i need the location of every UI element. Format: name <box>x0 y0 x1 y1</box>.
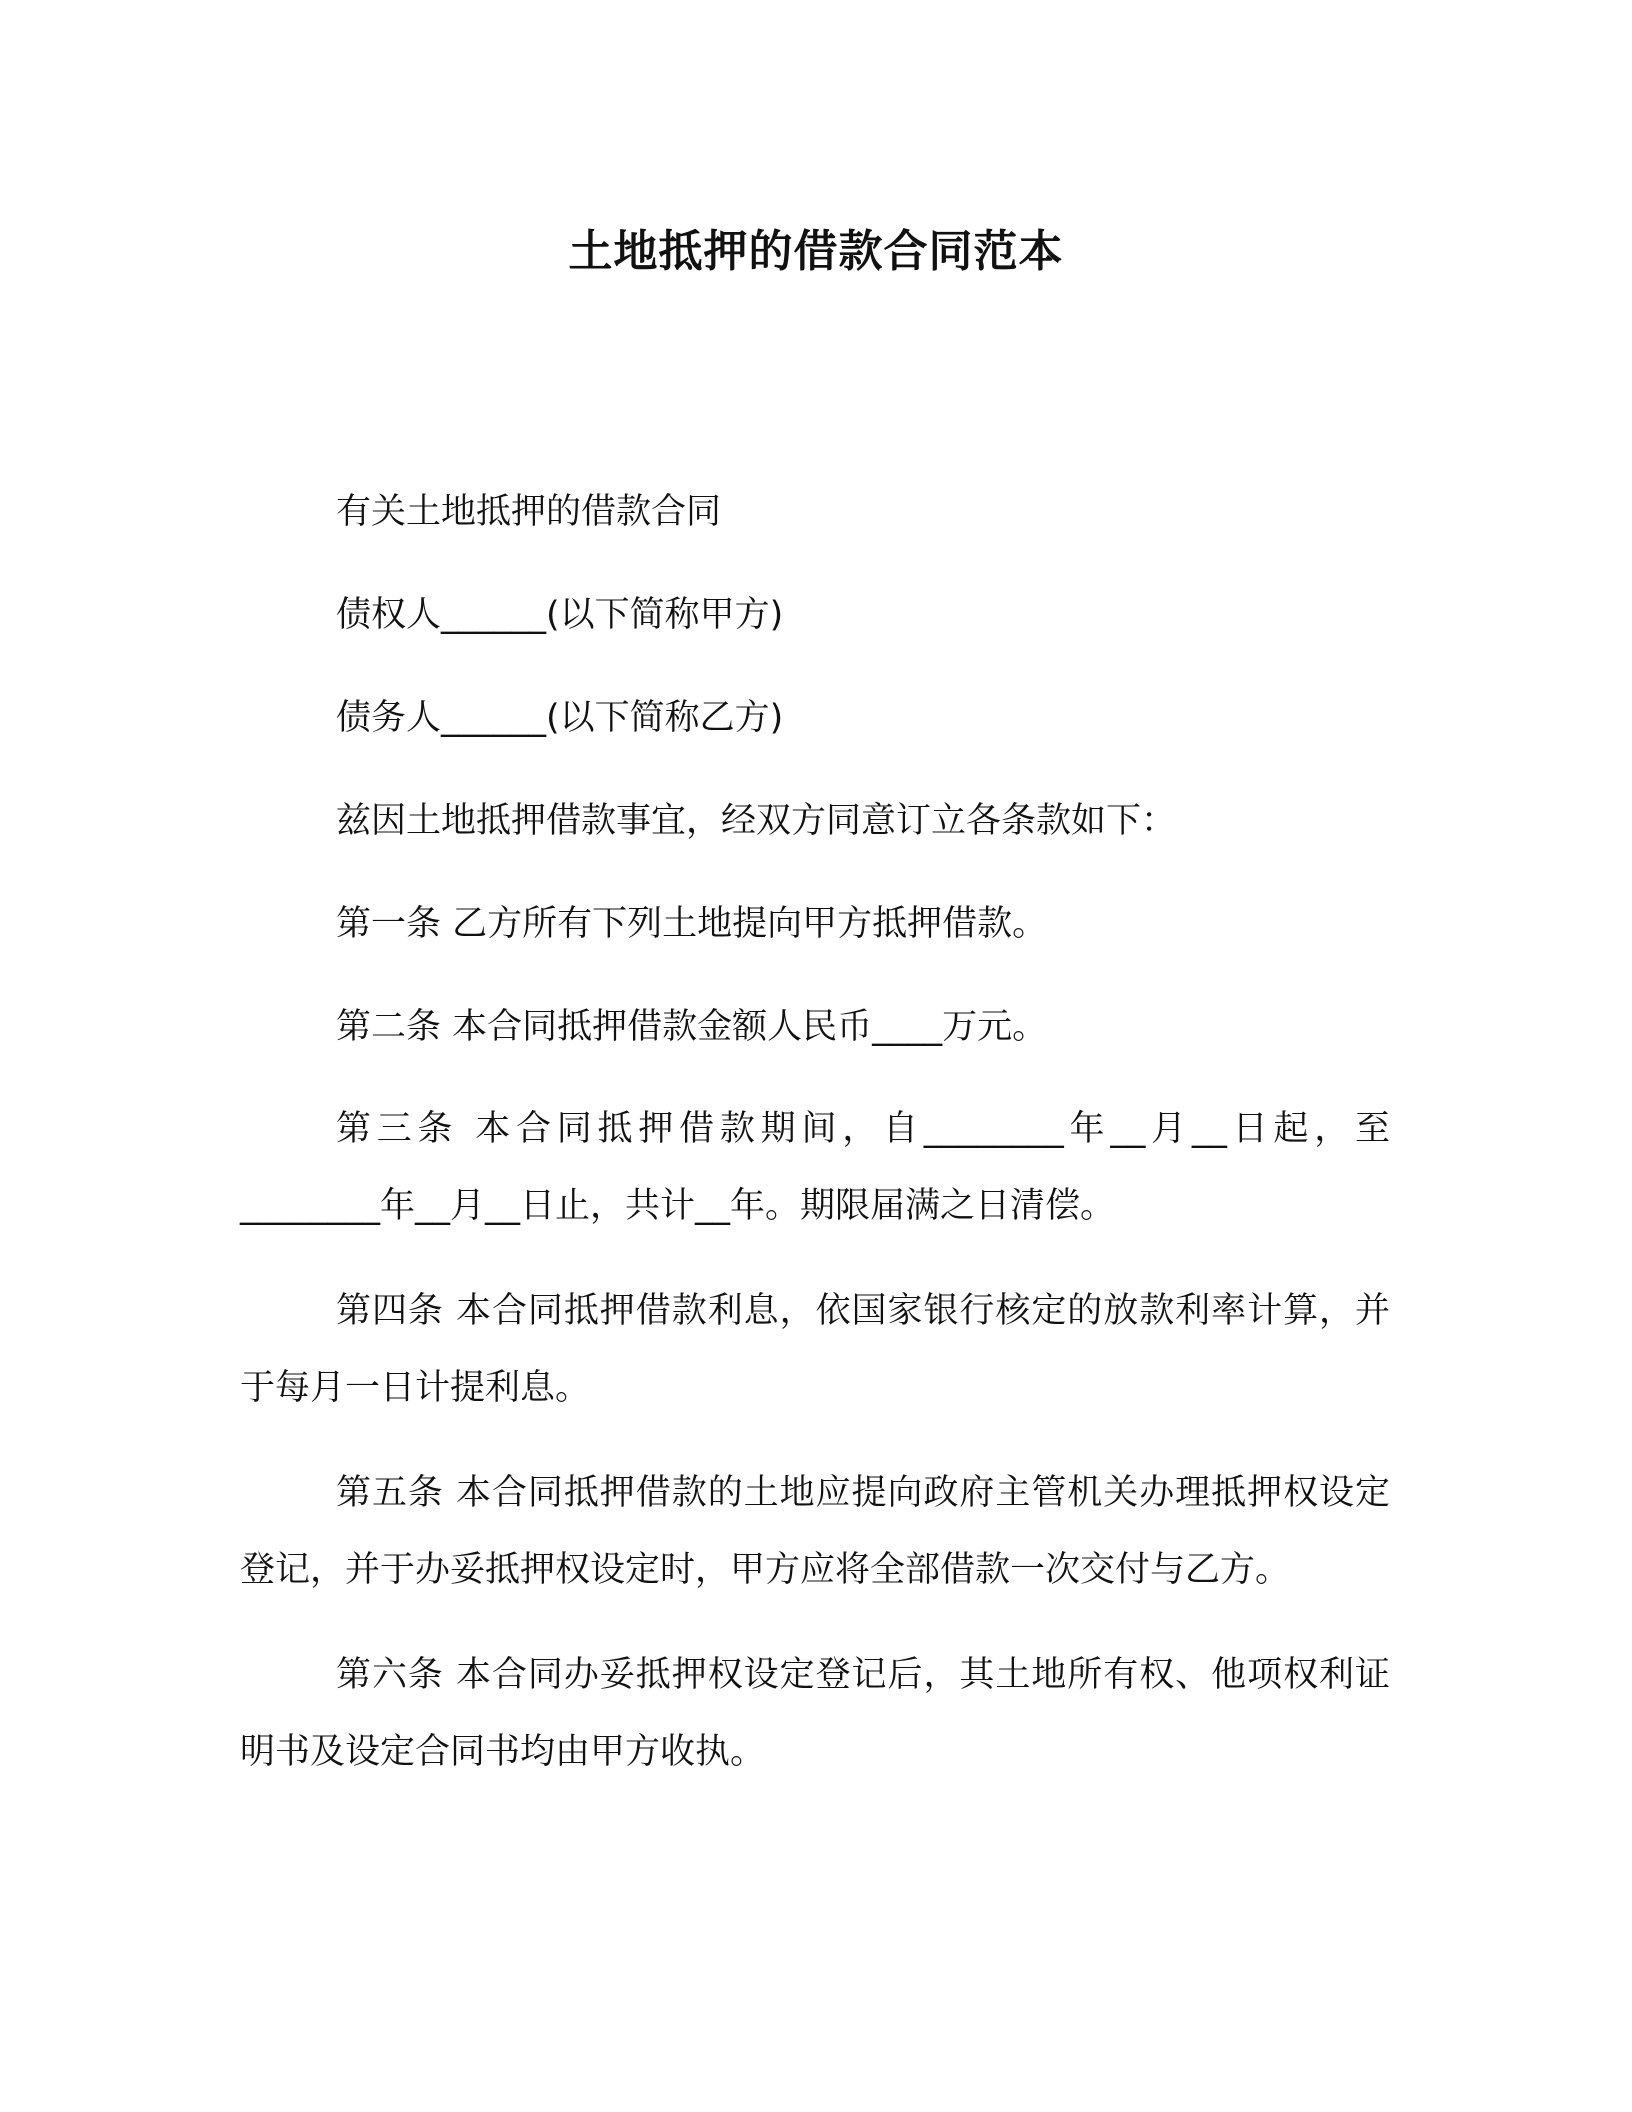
paragraph-debtor: 债务人______(以下简称乙方) <box>336 698 784 738</box>
document-body <box>240 486 1390 1819</box>
paragraph-article-1: 第一条 乙方所有下列土地提向甲方抵押借款。 <box>336 904 1048 944</box>
paragraph-heading: 有关土地抵押的借款合同 <box>336 492 722 532</box>
paragraph-article-2: 第二条 本合同抵押借款金额人民币____万元。 <box>336 1007 1048 1047</box>
paragraph-article-5: 第五条 本合同抵押借款的土地应提向政府主管机关办理抵押权设定登记，并于办妥抵押权设定时，甲方应将全部借款一次交付与乙方。 <box>240 1473 1390 1590</box>
paragraph-preamble: 兹因土地抵押借款事宜，经双方同意订立各条款如下： <box>336 801 1177 841</box>
paragraph-creditor: 债权人______(以下简称甲方) <box>336 595 784 635</box>
paragraph-article-4: 第四条 本合同抵押借款利息，依国家银行核定的放款利率计算，并于每月一日计提利息。 <box>240 1291 1390 1408</box>
paragraph-article-6: 第六条 本合同办妥抵押权设定登记后，其土地所有权、他项权利证明书及设定合同书均由甲方收执。 <box>240 1655 1390 1772</box>
document-title: 土地抵押的借款合同范本 <box>568 226 1064 277</box>
paragraph-article-3: 第三条 本合同抵押借款期间，自________年__月__日起，至________年__月__日止，共计__年。期限届满之日清偿。 <box>240 1109 1390 1226</box>
